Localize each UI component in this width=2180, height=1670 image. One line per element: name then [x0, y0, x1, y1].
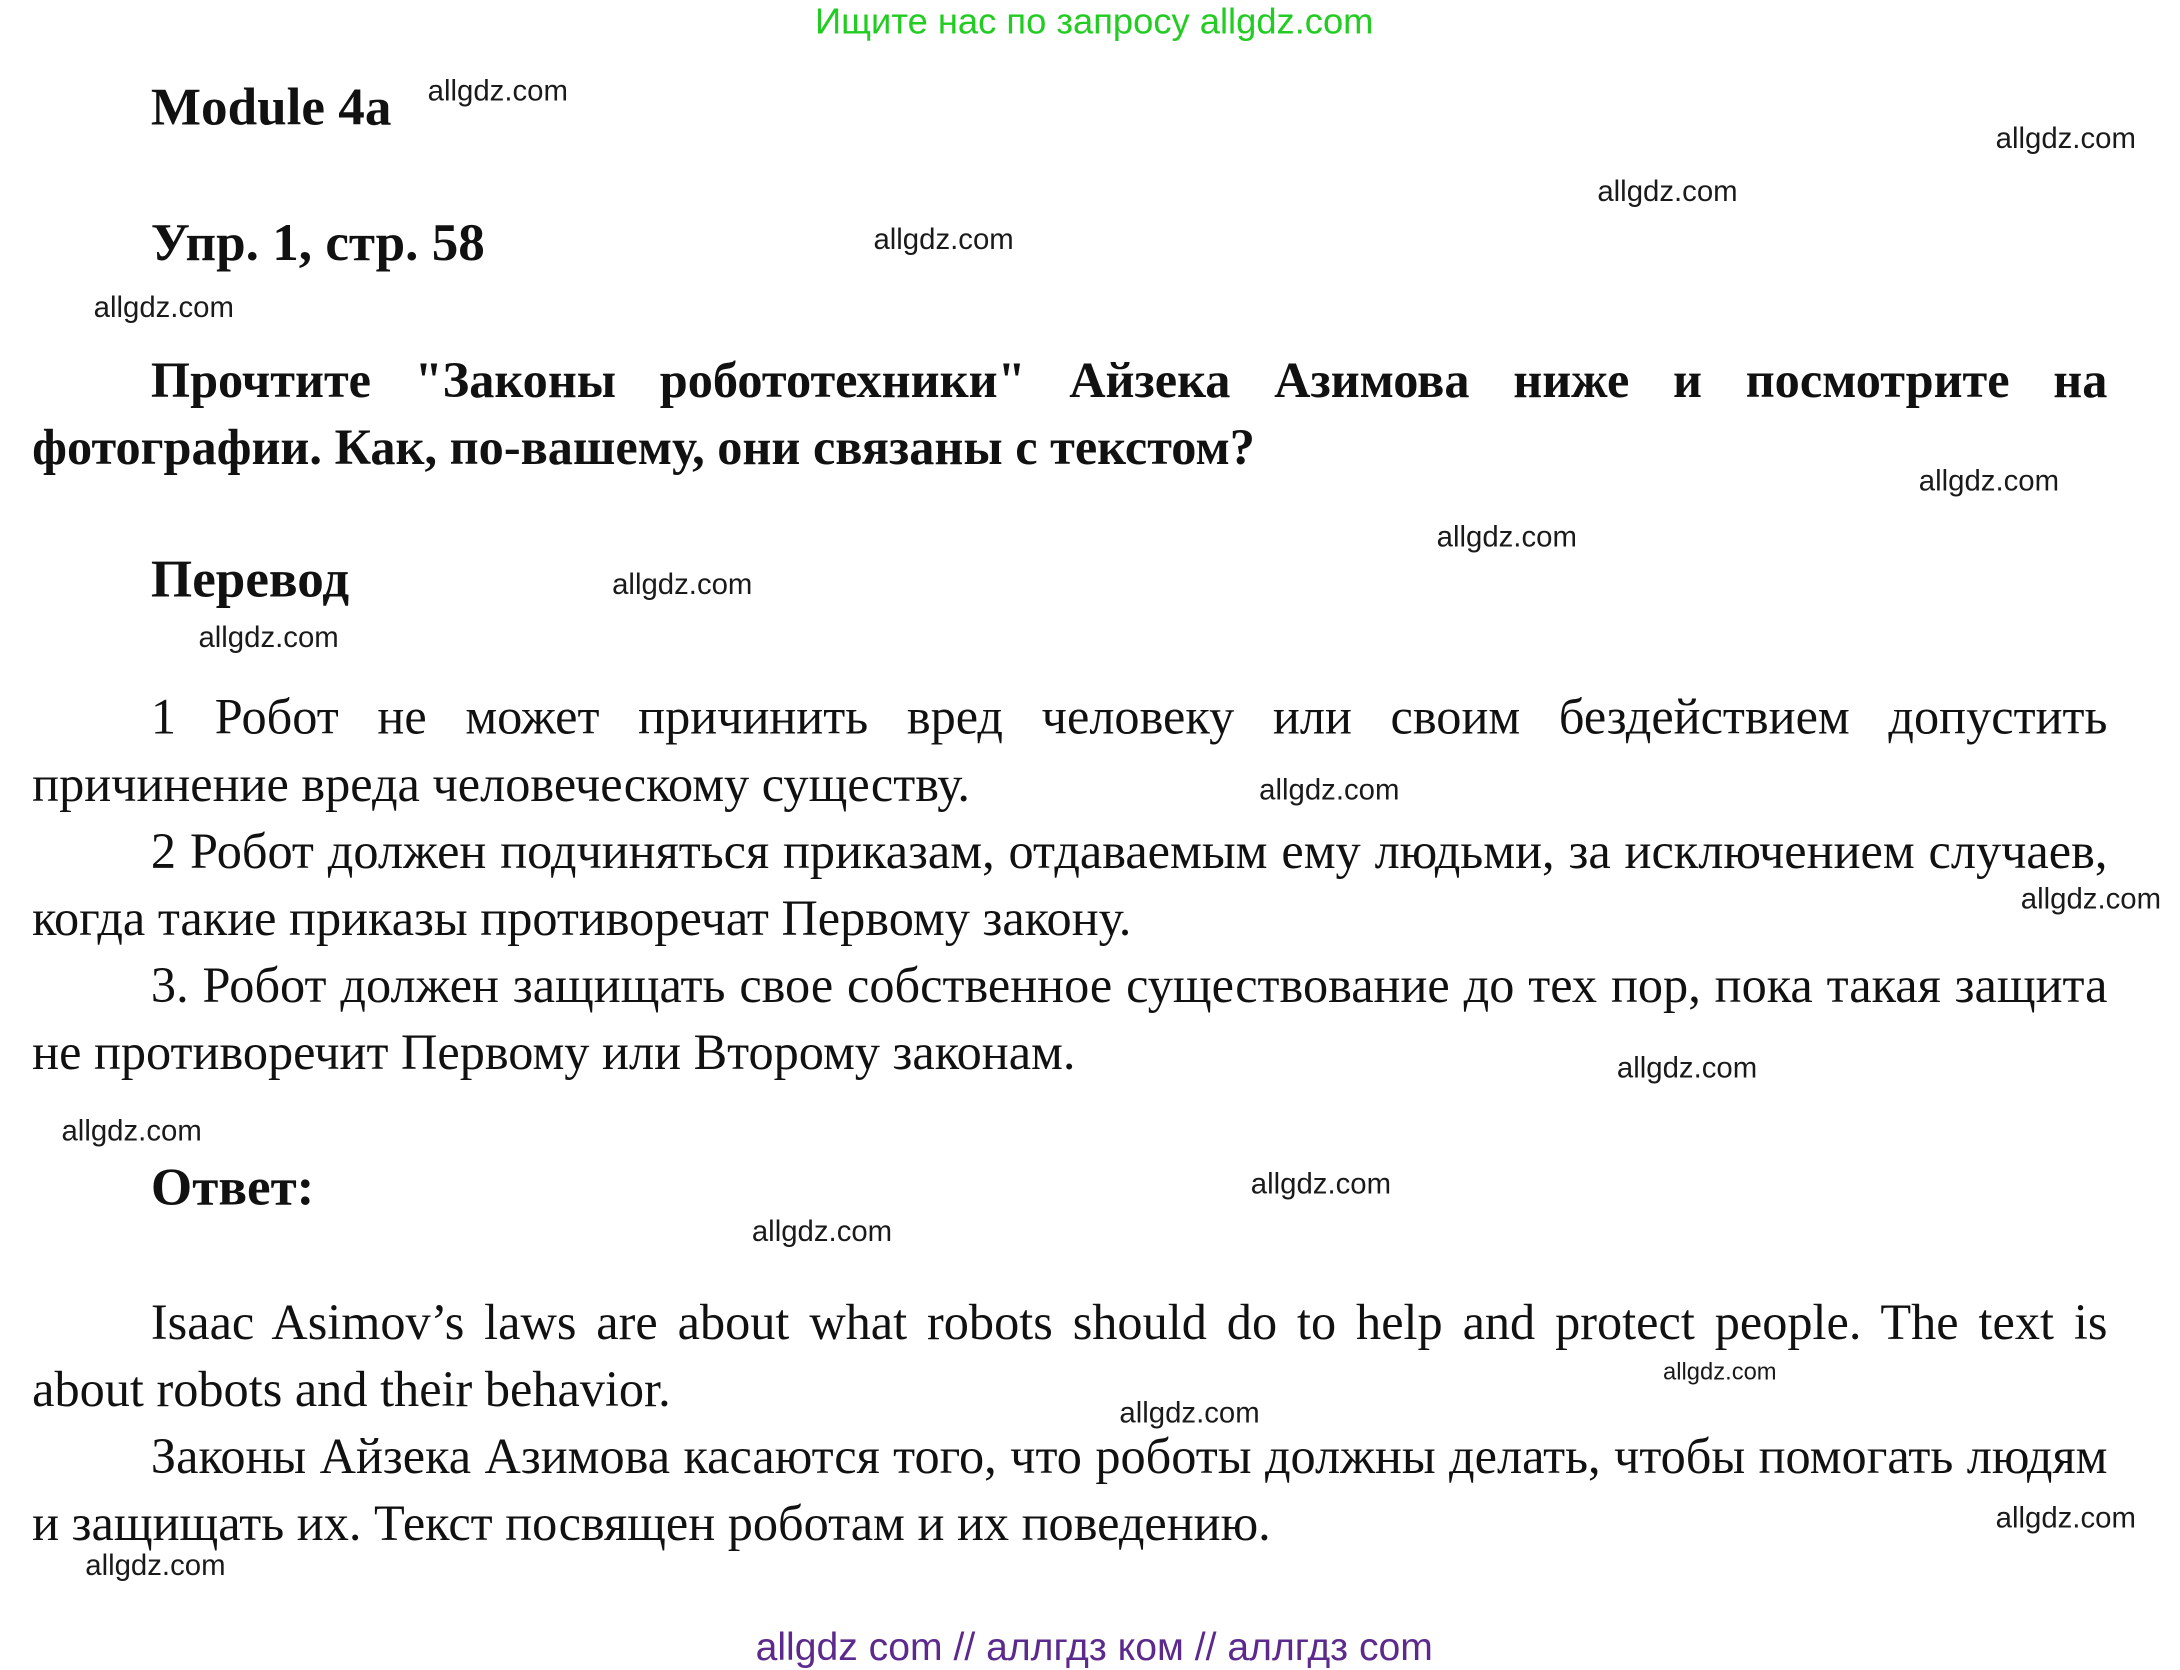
answer-english: Isaac Asimov’s laws are about what robots should do to help and protect people. The text is about robots and their behavior.: [32, 1294, 2108, 1418]
watermark: allgdz.com: [1250, 1168, 1392, 1201]
task-instruction: [32, 347, 2107, 481]
translation-law-1: 1 Робот не может причинить вред человеку или своим бездействием допустить причинение вреда человеческому существу.: [32, 688, 2108, 812]
watermark: allgdz.com: [198, 621, 339, 655]
watermark: allgdz.com: [1597, 176, 1738, 209]
watermark: allgdz.com: [751, 1215, 893, 1248]
watermark: allgdz.com: [2020, 883, 2162, 916]
exercise-title: Упр. 1, стр. 58: [150, 213, 485, 273]
watermark: allgdz.com: [1119, 1397, 1260, 1430]
answer-heading: Ответ:: [150, 1158, 315, 1218]
watermark: allgdz.com: [1616, 1052, 1758, 1085]
watermark: allgdz.com: [85, 1549, 226, 1582]
translation-heading: Перевод: [150, 550, 350, 610]
footer-links[interactable]: allgdz com // аллгдз ком // аллгдз com: [755, 1625, 1433, 1669]
watermark: allgdz.com: [61, 1115, 202, 1148]
watermark: allgdz.com: [1436, 521, 1577, 554]
watermark: allgdz.com: [1995, 1502, 2136, 1535]
watermark: allgdz.com: [873, 223, 1014, 256]
watermark: allgdz.com: [1663, 1358, 1777, 1385]
watermark: allgdz.com: [427, 75, 568, 108]
watermark: allgdz.com: [93, 292, 234, 325]
module-title: Module 4a: [150, 78, 392, 137]
translation-block: [32, 683, 2107, 1085]
watermark: allgdz.com: [1259, 774, 1400, 807]
answer-russian: Законы Айзека Азимова касаются того, что роботы должны делать, чтобы помогать людям и защищать их. Текст посвящен роботам и их поведению.: [32, 1428, 2108, 1552]
answer-block: [32, 1288, 2107, 1556]
watermark: allgdz.com: [1995, 122, 2136, 156]
watermark: allgdz.com: [612, 568, 753, 601]
translation-law-2: 2 Робот должен подчиняться приказам, отдаваемым ему людьми, за исключением случаев, когда такие приказы противоречат Первому закону.: [32, 823, 2108, 947]
translation-law-3: 3. Робот должен защищать свое собственное существование до тех пор, пока такая защита не противоречит Первому или Второму законам.: [32, 957, 2108, 1081]
task-text: Прочтите "Законы робототехники" Айзека Азимова ниже и посмотрите на фотографии. Как, по-вашему, они связаны с текстом?: [32, 352, 2108, 476]
search-hint-link[interactable]: Ищите нас по запросу allgdz.com: [815, 0, 1374, 42]
watermark: allgdz.com: [1918, 465, 2060, 498]
